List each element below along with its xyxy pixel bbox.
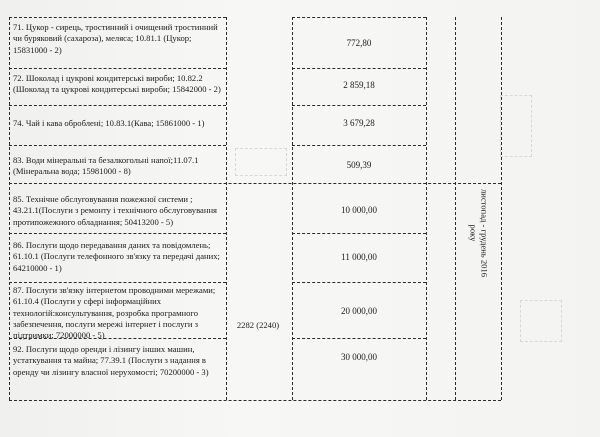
table-border-bottom [9, 400, 501, 401]
row-separator [292, 145, 426, 146]
row-sum: 2 859,18 [343, 80, 375, 90]
row-description: 92. Послуги щодо оренди і лізингу інших машин, устаткування та майна; 77.39.1 (Послуги з надання в оренду чи лізингу власної нерухомості; 70200000 - 3) [13, 344, 209, 377]
bleed-through-mark [235, 148, 287, 176]
row-description: 87. Послуги зв'язку інтернетом проводними мережами; 61.10.4 (Послуги у сфері інформаційних технологій:консультування, розробка програмного забезпечення, послуги мережі інтернет і послуги з підтримки; 72000000 - 5) [13, 285, 216, 341]
row-separator [9, 282, 226, 283]
period-cell [463, 183, 495, 283]
table-border-period-right [501, 17, 502, 400]
row-separator [9, 105, 226, 106]
row-separator [9, 183, 501, 184]
row-sum: 772,80 [346, 38, 372, 48]
row-sum: 11 000,00 [341, 252, 377, 262]
row-separator [292, 105, 426, 106]
row-description: 86. Послуги щодо передавання даних та повідомлень; 61.10.1 (Послуги телефонного зв'язку та передачі даних; 64210000 - 1) [13, 240, 220, 273]
table-border-sum-left [292, 17, 293, 400]
row-separator [9, 233, 226, 234]
table-border-left [9, 17, 10, 400]
row-description: 72. Шоколад і цукрові кондитерські вироби; 10.82.2 (Шоколад та цукрові кондитерські вироби; 15842000 - 2) [13, 73, 221, 95]
row-separator [292, 68, 426, 69]
row-description: 74. Чай і кава оброблені; 10.83.1(Кава; 15861000 - 1) [13, 118, 205, 128]
row-separator [292, 282, 426, 283]
bleed-through-mark [520, 300, 562, 342]
period-text: листопад - грудень 2016 року [469, 188, 490, 278]
table-border-desc-right [226, 17, 227, 400]
table-border-sum-right [426, 17, 427, 400]
row-separator [292, 233, 426, 234]
row-separator [9, 145, 226, 146]
row-sum: 30 000,00 [341, 352, 377, 362]
row-description: 83. Води мінеральні та безалкогольні напої;11.07.1 (Мінеральна вода; 15981000 - 8) [13, 155, 199, 177]
row-separator [9, 17, 226, 18]
table-border-period-left [455, 17, 456, 400]
row-sum: 3 679,28 [343, 118, 375, 128]
row-description: 71. Цукор - сирець, тростинний і очищений тростинний чи буряковий (сахароза), меляса; 10.81.1 (Цукор; 15831000 - 2) [13, 22, 218, 55]
kekv-code: 2282 (2240) [236, 320, 280, 330]
row-separator [292, 338, 426, 339]
row-sum: 10 000,00 [341, 205, 377, 215]
row-description: 85. Технічне обслуговування пожежної системи ; 43.21.1(Послуги з ремонту і технічного обслуговування протипожежного обладнання; 50413200 - 5) [13, 194, 218, 227]
bleed-through-mark [500, 95, 532, 157]
row-separator [9, 68, 226, 69]
row-sum: 509,39 [346, 160, 372, 170]
row-sum: 20 000,00 [341, 306, 377, 316]
row-separator [292, 17, 426, 18]
